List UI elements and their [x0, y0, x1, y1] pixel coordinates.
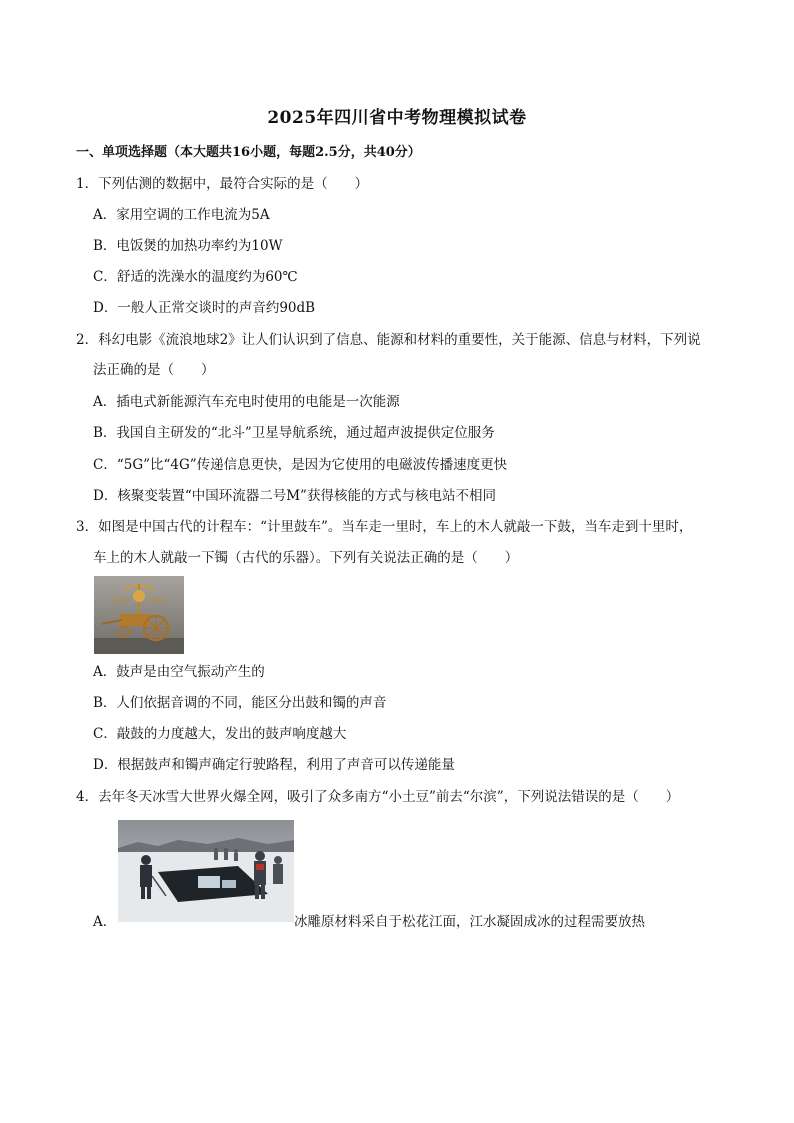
- question-4-stem: 4．去年冬天冰雪大世界火爆全网，吸引了众多南方“小土豆”前去“尔滨”，下列说法错误的是（ ）: [76, 789, 680, 805]
- ice-harvest-image: [118, 820, 294, 922]
- question-3-stem-line2: 车上的木人就敲一下镯（古代的乐器）。下列有关说法正确的是（ ）: [93, 550, 519, 566]
- question-4-option-a-text: 冰雕原材料采自于松花江面，江水凝固成冰的过程需要放热: [294, 914, 645, 930]
- question-2-option-c: C．“5G”比“4G”传递信息更快，是因为它使用的电磁波传播速度更快: [93, 457, 508, 473]
- question-3-option-c: C．敲鼓的力度越大，发出的鼓声响度越大: [93, 726, 347, 742]
- question-2-stem-line1: 2．科幻电影《流浪地球2》让人们认识到了信息、能源和材料的重要性，关于能源、信息与材料，下列说: [76, 332, 701, 348]
- question-1-option-c: C．舒适的洗澡水的温度约为60℃: [93, 269, 298, 285]
- page-title: 2025年四川省中考物理模拟试卷: [267, 108, 527, 128]
- question-1-option-d: D．一般人正常交谈时的声音约90dB: [93, 300, 316, 316]
- question-3-option-d: D．根据鼓声和镯声确定行驶路程，利用了声音可以传递能量: [93, 757, 455, 773]
- section-heading: 一、单项选择题（本大题共16小题，每题2.5分，共40分）: [76, 145, 421, 160]
- drum-cart-image: [94, 576, 184, 654]
- question-1-option-a: A．家用空调的工作电流为5A: [93, 207, 270, 223]
- question-1-stem: 1．下列估测的数据中，最符合实际的是（ ）: [76, 176, 369, 192]
- question-3-option-b: B．人们依据音调的不同，能区分出鼓和镯的声音: [93, 695, 387, 711]
- question-2-option-d: D．核聚变装置“中国环流器二号M”获得核能的方式与核电站不相同: [93, 488, 496, 504]
- question-2-stem-line2: 法正确的是（ ）: [93, 362, 215, 378]
- question-3-option-a: A．鼓声是由空气振动产生的: [93, 664, 265, 680]
- question-3-stem-line1: 3．如图是中国古代的计程车：“计里鼓车”。当车走一里时，车上的木人就敲一下鼓，当车走到十里时，: [76, 519, 693, 535]
- question-4-option-a-label: A．: [93, 914, 117, 930]
- question-1-option-b: B．电饭煲的加热功率约为10W: [93, 238, 283, 254]
- question-2-option-a: A．插电式新能源汽车充电时使用的电能是一次能源: [93, 394, 400, 410]
- question-2-option-b: B．我国自主研发的“北斗”卫星导航系统，通过超声波提供定位服务: [93, 425, 495, 441]
